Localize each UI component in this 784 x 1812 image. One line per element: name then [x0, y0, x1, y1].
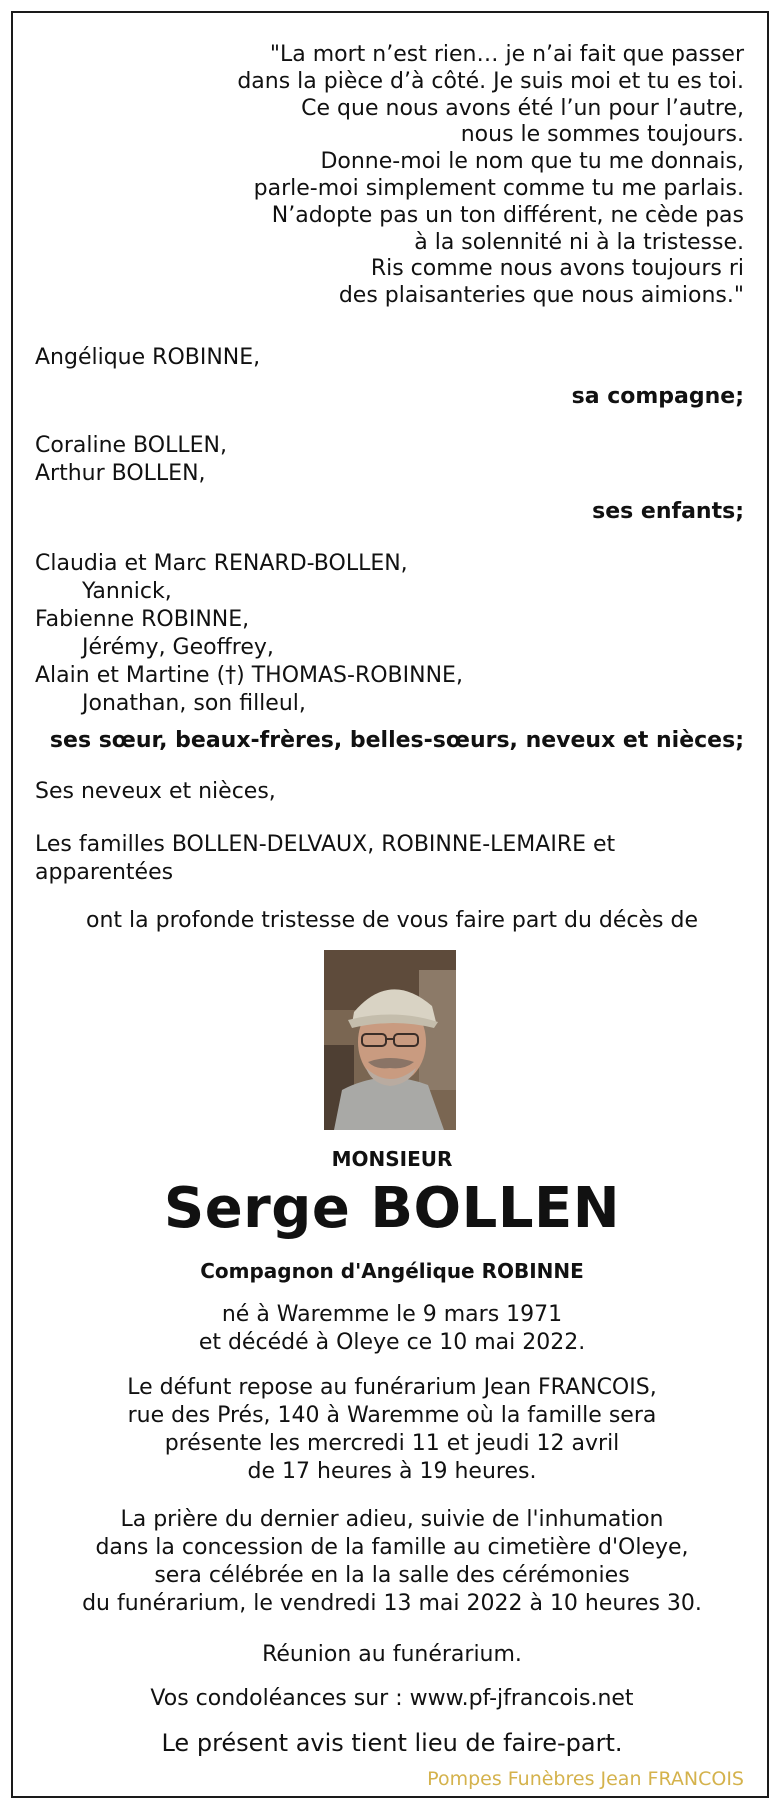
quote-line: Ris comme nous avons toujours ri	[370, 256, 744, 282]
birth-line: né à Waremme le 9 mars 1971	[221, 1302, 563, 1327]
quote-line: à la solennité ni à la tristesse.	[414, 229, 744, 255]
families-line: Les familles BOLLEN-DELVAUX, ROBINNE-LEMAIRE et	[35, 832, 616, 857]
sibling-line: Jonathan, son filleul,	[82, 691, 306, 716]
sibling-line: Yannick,	[82, 579, 172, 604]
rest-line: Le défunt repose au funérarium Jean FRANCOIS,	[127, 1375, 657, 1400]
child-name: Arthur BOLLEN,	[35, 461, 206, 486]
quote-line: "La mort n’est rien… je n’ai fait que passer	[269, 42, 744, 67]
announcement: ont la profonde tristesse de vous faire part du décès de	[86, 908, 698, 933]
deceased-subtitle: Compagnon d'Angélique ROBINNE	[200, 1259, 584, 1283]
children-role: ses enfants;	[592, 499, 744, 524]
ceremony-line: sera célébrée en la la salle des cérémonies	[154, 1563, 630, 1588]
poem-quote	[237, 42, 744, 310]
sibling-line: Jérémy, Geoffrey,	[82, 635, 274, 660]
quote-line: Ce que nous avons été l’un pour l’autre,	[301, 95, 744, 121]
portrait-photo	[324, 950, 456, 1130]
quote-line: des plaisanteries que nous aimions."	[338, 283, 744, 309]
siblings-role: ses sœur, beaux-frères, belles-sœurs, neveux et nièces;	[49, 728, 744, 753]
child-name: Coraline BOLLEN,	[35, 433, 227, 458]
honorific: MONSIEUR	[331, 1147, 453, 1171]
quote-line: Donne-moi le nom que tu me donnais,	[320, 149, 744, 175]
rest-line: rue des Prés, 140 à Waremme où la famille sera	[127, 1403, 657, 1428]
families-line: apparentées	[35, 860, 174, 885]
rest-line: de 17 heures à 19 heures.	[247, 1459, 537, 1484]
condolences-line: Vos condoléances sur : www.pf-jfrancois.net	[150, 1686, 634, 1711]
rest-line: présente les mercredi 11 et jeudi 12 avril	[164, 1431, 620, 1456]
sibling-line: Fabienne ROBINNE,	[35, 607, 250, 632]
quote-line: nous le sommes toujours.	[460, 122, 744, 148]
funeral-home-signature: Pompes Funèbres Jean FRANCOIS	[427, 1768, 744, 1790]
ceremony-line: dans la concession de la famille au cimetière d'Oleye,	[95, 1535, 689, 1560]
quote-line: dans la pièce d’à côté. Je suis moi et tu es toi.	[237, 68, 744, 94]
ceremony-line: du funérarium, le vendredi 13 mai 2022 à 10 heures 30.	[82, 1591, 702, 1616]
ceremony-line: La prière du dernier adieu, suivie de l'inhumation	[120, 1507, 664, 1532]
death-line: et décédé à Oleye ce 10 mai 2022.	[198, 1330, 586, 1355]
quote-line: N’adopte pas un ton différent, ne cède pas	[271, 202, 744, 228]
companion-role: sa compagne;	[571, 384, 744, 409]
companion-name: Angélique ROBINNE,	[35, 345, 261, 370]
deceased-name: Serge BOLLEN	[163, 1176, 621, 1241]
sibling-line: Claudia et Marc RENARD-BOLLEN,	[35, 551, 408, 576]
nephews-line: Ses neveux et nièces,	[35, 779, 276, 804]
sibling-line: Alain et Martine (†) THOMAS-ROBINNE,	[35, 663, 463, 688]
quote-line: parle-moi simplement comme tu me parlais.	[253, 175, 744, 201]
notice-line: Le présent avis tient lieu de faire-part.	[161, 1729, 623, 1757]
reunion-line: Réunion au funérarium.	[262, 1642, 522, 1667]
